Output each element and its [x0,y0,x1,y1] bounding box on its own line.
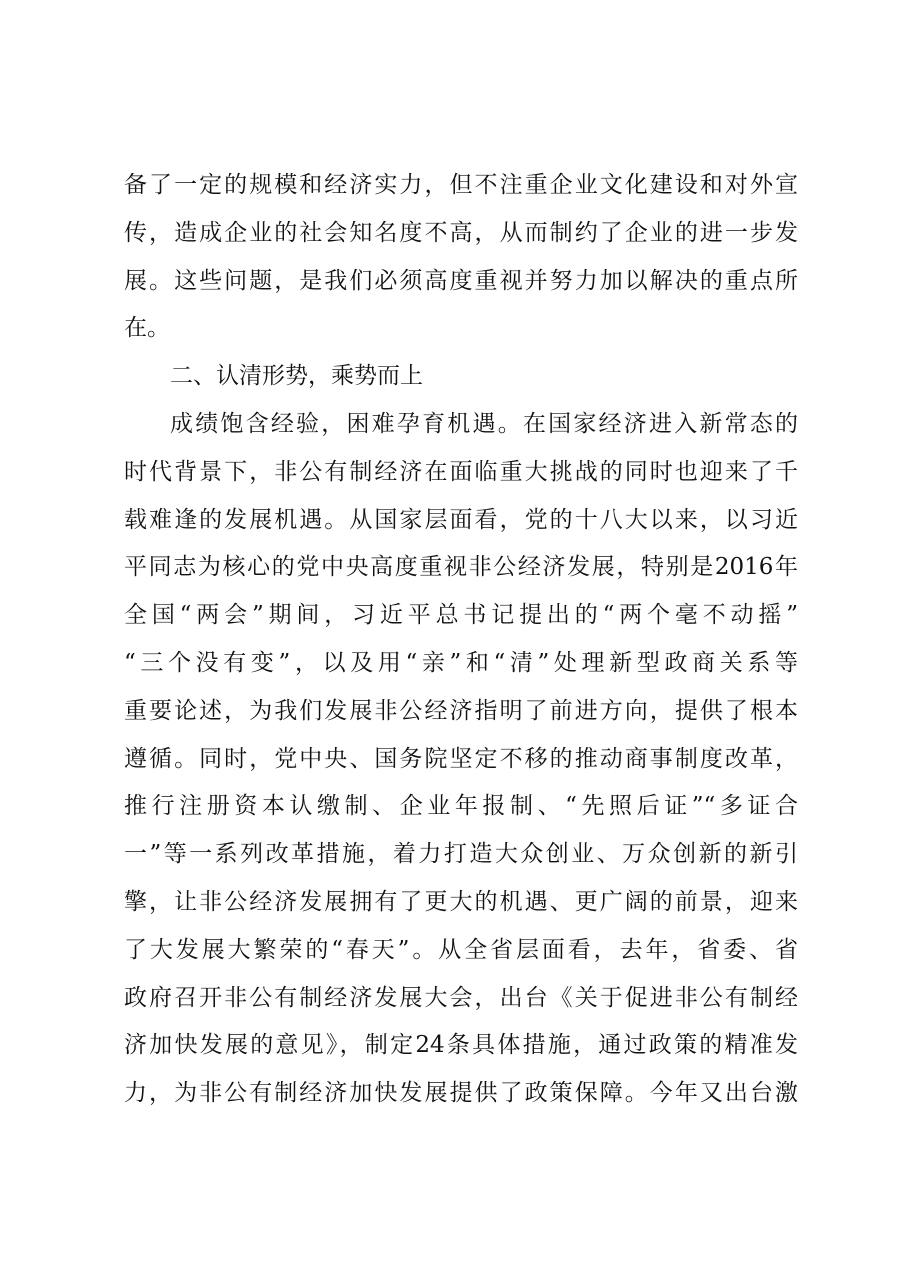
text-line: 擎，让非公经济发展拥有了更大的机遇、更广阔的前景，迎来 [124,888,798,915]
text-line: 推行注册资本认缴制、企业年报制、“先照后证”“多证合 [124,793,798,820]
text-line: 平同志为核心的党中央高度重视非公经济发展，特别是2016年 [124,554,798,581]
body-text [124,162,798,1118]
text-line: 一”等一系列改革措施，着力打造大众创业、万众创新的新引 [124,841,798,868]
text-line: 全国“两会”期间，习近平总书记提出的“两个毫不动摇” [124,602,798,629]
text-line: 展。这些问题，是我们必须高度重视并努力加以解决的重点所 [124,267,798,294]
text-line: 传，造成企业的社会知名度不高，从而制约了企业的进一步发 [124,219,798,246]
text-line: 政府召开非公有制经济发展大会，出台《关于促进非公有制经 [124,984,798,1011]
text-line: 济加快发展的意见》，制定24条具体措施，通过政策的精准发 [124,1032,798,1059]
text-line: “三个没有变”，以及用“亲”和“清”处理新型政商关系等 [124,649,798,676]
text-line: 时代背景下，非公有制经济在面临重大挑战的同时也迎来了千 [124,458,798,485]
text-line: 在。 [124,315,170,342]
text-line: 备了一定的规模和经济实力，但不注重企业文化建设和对外宣 [124,172,798,198]
text-line: 了大发展大繁荣的“春天”。从全省层面看，去年，省委、省 [124,936,798,963]
text-line: 载难逢的发展机遇。从国家层面看，党的十八大以来，以习近 [124,506,798,533]
text-line: 力，为非公有制经济加快发展提供了政策保障。今年又出台激 [124,1080,798,1107]
section-heading: 二、认清形势，乘势而上 [170,363,423,390]
text-line: 成绩饱含经验，困难孕育机遇。在国家经济进入新常态的 [170,410,798,437]
text-line: 重要论述，为我们发展非公经济指明了前进方向，提供了根本 [124,697,798,724]
text-line: 遵循。同时，党中央、国务院坚定不移的推动商事制度改革， [124,745,798,772]
